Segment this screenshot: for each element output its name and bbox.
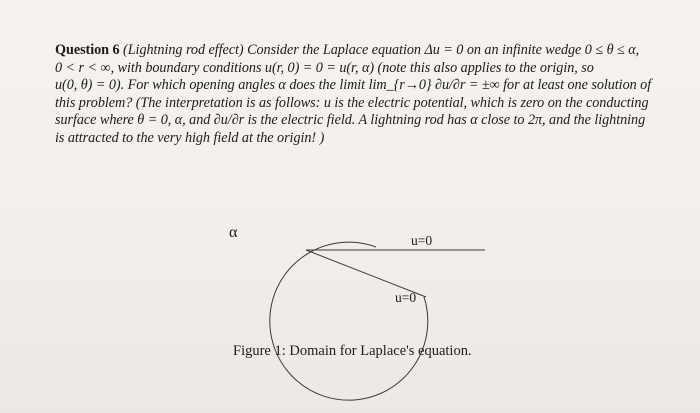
domain-arc <box>270 242 428 400</box>
lower-boundary-label: u=0 <box>395 290 417 305</box>
question-line-1-text: (Lightning rod effect) Consider the Laplace equation Δu = 0 on an infinite wedge 0 ≤ θ ≤ α, <box>123 42 640 58</box>
question-line-2: 0 < r < ∞, with boundary conditions u(r, 0) = 0 = u(r, α) (note this also applies to the origin, so <box>55 59 594 76</box>
figure-caption: Figure 1: Domain for Laplace's equation. <box>233 343 472 359</box>
question-line-3: u(0, θ) = 0). For which opening angles α does the limit lim_{r→0} ∂u/∂r = ±∞ for at least one solution of <box>55 77 652 94</box>
question-line-5: surface where θ = 0, α, and ∂u/∂r is the electric field. A lightning rod has α close to 2π, and the lightning <box>55 112 646 129</box>
question-line-4: this problem? (The interpretation is as follows: u is the electric potential, which is zero on the conducting <box>55 94 649 111</box>
alpha-label: α <box>229 224 238 241</box>
question-label: Question 6 <box>55 42 120 58</box>
upper-boundary-label: u=0 <box>411 233 433 248</box>
question-line-6: is attracted to the very high field at the origin! ) <box>55 129 325 146</box>
